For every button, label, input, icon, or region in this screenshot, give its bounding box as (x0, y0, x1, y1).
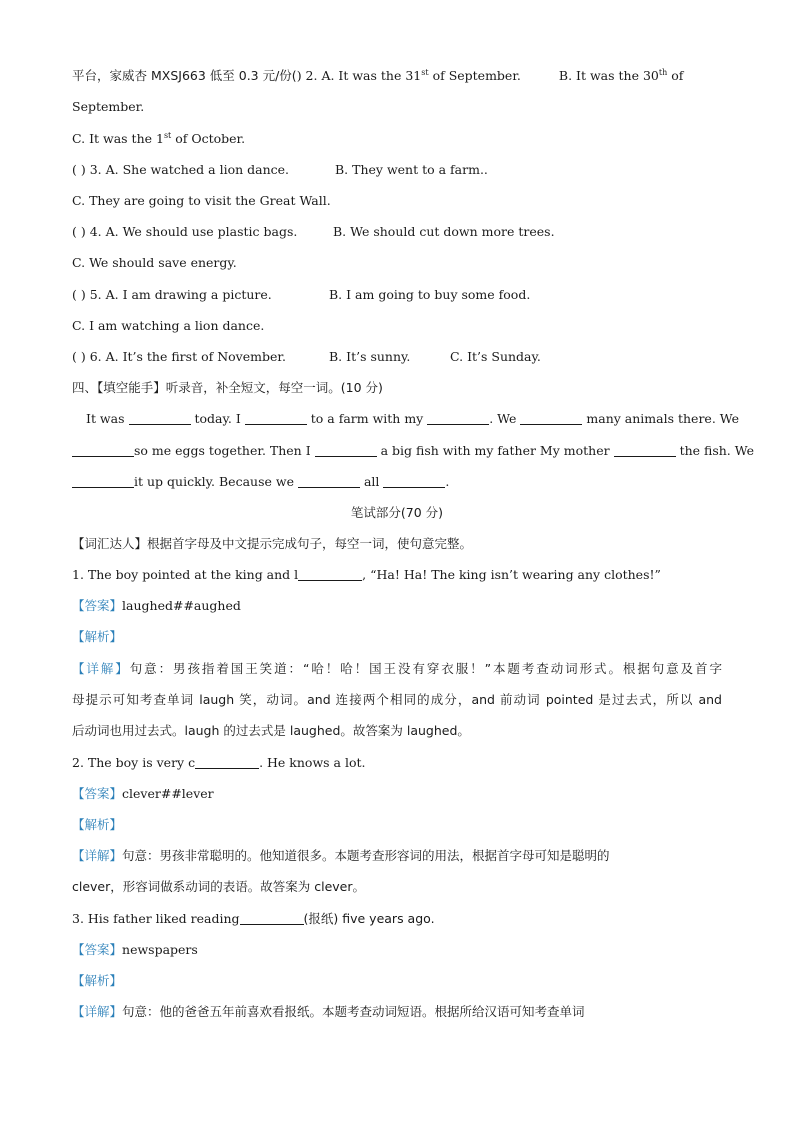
item-3-answer: 【答案】newspapers (72, 942, 198, 957)
answer-tag: 【答案】 (72, 942, 123, 957)
question-4-line (72, 224, 555, 240)
item-2-detail: 【详解】句意：男孩非常聪明的。他知道很多。本题考查形容词的用法，根据首字母可知是聪明的 (72, 848, 610, 863)
q2-option-b-wrap: September. (72, 99, 145, 114)
cloze-line-2: so me eggs together. Then I a big fish with my father My mother the fish. We (72, 443, 722, 459)
cloze-blank[interactable] (614, 444, 676, 457)
cloze-blank[interactable] (129, 412, 191, 425)
item-3-detail: 【详解】句意：他的爸爸五年前喜欢看报纸。本题考查动词短语。根据所给汉语可知考查单词 (72, 1004, 585, 1019)
cloze-blank[interactable] (427, 412, 489, 425)
q5-option-c: C. I am watching a lion dance. (72, 318, 265, 333)
q2-option-c: C. It was the 1st of October. (72, 131, 246, 146)
q2-option-a: ) 2. A. It was the 31st of September. (296, 68, 521, 83)
q3-option-c: C. They are going to visit the Great Wall. (72, 193, 331, 208)
q2-option-b: B. It was the 30th of (558, 68, 684, 83)
item-3-analysis-tag: 【解析】 (72, 973, 123, 988)
question-2-line (72, 68, 683, 84)
answer-tag: 【答案】 (72, 598, 123, 613)
answer-blank[interactable] (298, 568, 362, 581)
cloze-blank[interactable] (72, 444, 134, 457)
q6-option-c: C. It’s Sunday. (450, 349, 541, 364)
q4-option-c: C. We should save energy. (72, 255, 237, 270)
section-4-heading: 四、【填空能手】听录音，补全短文，每空一词。(10 分) (72, 380, 383, 395)
cloze-line-3: it up quickly. Because we all . (72, 474, 449, 490)
item-3-question: 3. His father liked reading (报纸) five years ago. (72, 911, 435, 926)
item-2-question: 2. The boy is very c . He knows a lot. (72, 755, 366, 770)
item-1-detail: 【详解】句意：男孩指着国王笑道：“哈！哈！国王没有穿衣服！”本题考查动词形式。根据句意及首字 (72, 661, 722, 676)
item-1-detail-3: 后动词也用过去式。laugh 的过去式是 laughed。故答案为 laughed。 (72, 723, 470, 738)
cloze-blank[interactable] (245, 412, 307, 425)
cloze-blank[interactable] (298, 475, 360, 488)
written-part-title: 笔试部分(70 分) (350, 505, 444, 520)
item-1-analysis-tag: 【解析】 (72, 629, 123, 644)
q6-option-b: B. It’s sunny. (329, 349, 411, 364)
q4-option-b: B. We should cut down more trees. (333, 224, 555, 239)
item-1-detail-2: 母提示可知考查单词 laugh 笑，动词。and 连接两个相同的成分，and 前动词 pointed 是过去式，所以 and (72, 692, 722, 707)
cloze-blank[interactable] (383, 475, 445, 488)
vocab-instructions: 【词汇达人】根据首字母及中文提示完成句子，每空一词，使句意完整。 (72, 536, 473, 551)
item-2-answer: 【答案】clever##lever (72, 786, 214, 801)
item-1-answer: 【答案】laughed##aughed (72, 598, 241, 613)
item-2-analysis-tag: 【解析】 (72, 817, 123, 832)
q3-option-a: ( ) 3. A. She watched a lion dance. (72, 162, 290, 177)
cloze-line-1: It was today. I to a farm with my . We many animals there. We (86, 411, 739, 426)
header-prefix: 平台，家威杏 MXSJ663 低至 0.3 元/份( (72, 68, 297, 83)
cloze-blank[interactable] (520, 412, 582, 425)
question-3-line (72, 162, 488, 178)
answer-blank[interactable] (240, 912, 304, 925)
q5-option-b: B. I am going to buy some food. (329, 287, 531, 302)
answer-tag: 【答案】 (72, 786, 123, 801)
cloze-blank[interactable] (72, 475, 134, 488)
cloze-blank[interactable] (315, 444, 377, 457)
answer-blank[interactable] (195, 756, 259, 769)
item-1-question: 1. The boy pointed at the king and l , “Ha! Ha! The king isn’t wearing any clothes!” (72, 567, 661, 582)
item-2-detail-2: clever，形容词做系动词的表语。故答案为 clever。 (72, 879, 366, 894)
q6-option-a: ( ) 6. A. It’s the first of November. (72, 349, 286, 364)
q4-option-a: ( ) 4. A. We should use plastic bags. (72, 224, 298, 239)
q5-option-a: ( ) 5. A. I am drawing a picture. (72, 287, 272, 302)
question-6-line (72, 349, 541, 365)
q3-option-b: B. They went to a farm.. (335, 162, 488, 177)
question-5-line (72, 287, 530, 303)
